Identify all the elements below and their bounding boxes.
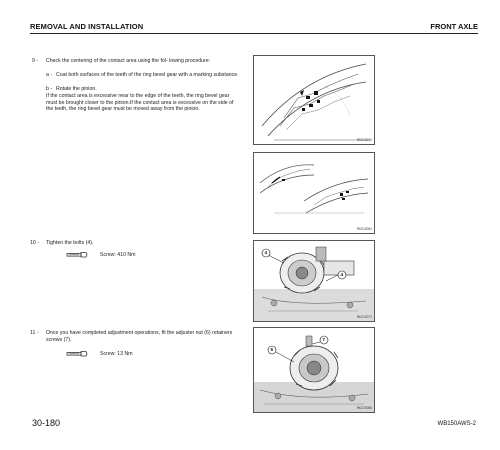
step-10-torque: Screw: 410 Nm (100, 252, 136, 258)
figure-code: RKZ10061 (356, 227, 372, 231)
figure-contact-area-1 (253, 55, 375, 145)
section-title: REMOVAL AND INSTALLATION (30, 22, 144, 31)
callout-6: 6 (270, 347, 274, 353)
figure-code: RKZ10080 (356, 406, 372, 410)
page-number: 30-180 (32, 418, 61, 428)
step-9-text: Check the centering of the contact area using the fol- lowing procedure: (46, 58, 211, 64)
header-rule (30, 33, 478, 34)
step-9b-marker: b - (46, 86, 53, 92)
step-9a-text: Coat both surfaces of the teeth of the ring bevel gear with a marking substance. (56, 72, 239, 78)
step-11-number: 11 - (30, 330, 39, 336)
callout-4: 4 (264, 250, 268, 256)
axle-housing-bolts-drawing (254, 241, 374, 321)
step-11-text: Once you have completed adjustment operations, fit the adjuster nut (6) retainers screws (7). (46, 330, 233, 343)
step-11-torque: Screw: 13 Nm (100, 351, 133, 357)
figure-code: RKZ10060 (356, 138, 372, 142)
figure-contact-area-2 (253, 152, 375, 234)
step-9b-text: Rotate the pinion. (56, 86, 97, 92)
torque-wrench-icon (66, 350, 88, 358)
step-10-number: 10 - (30, 240, 39, 246)
step-9-note: If the contact area is excessive near to the edge of the teeth, the ring bevel gear must be brought closer to the pinion.If the contact area is excessive on the side of the teeth, the ring bevel gear must be moved away from the pinion. (46, 93, 234, 113)
bevel-gear-teeth-drawing (254, 56, 374, 144)
torque-wrench-icon (66, 251, 88, 259)
chapter-title: FRONT AXLE (430, 22, 478, 31)
step-9-number: 9 - (32, 58, 39, 64)
figure-adjuster-nut-screws (253, 327, 375, 413)
callout-4: 4 (340, 272, 344, 278)
step-9a-marker: a - (46, 72, 53, 78)
bevel-gear-two-views-drawing (254, 153, 374, 233)
callout-7: 7 (322, 337, 326, 343)
figure-tighten-bolts (253, 240, 375, 322)
model-name: WB150AWS-2 (437, 421, 476, 427)
figure-code: RKZ10071 (356, 315, 372, 319)
adjuster-nut-drawing (254, 328, 374, 412)
step-10-text: Tighten the bolts (4). (46, 240, 94, 246)
